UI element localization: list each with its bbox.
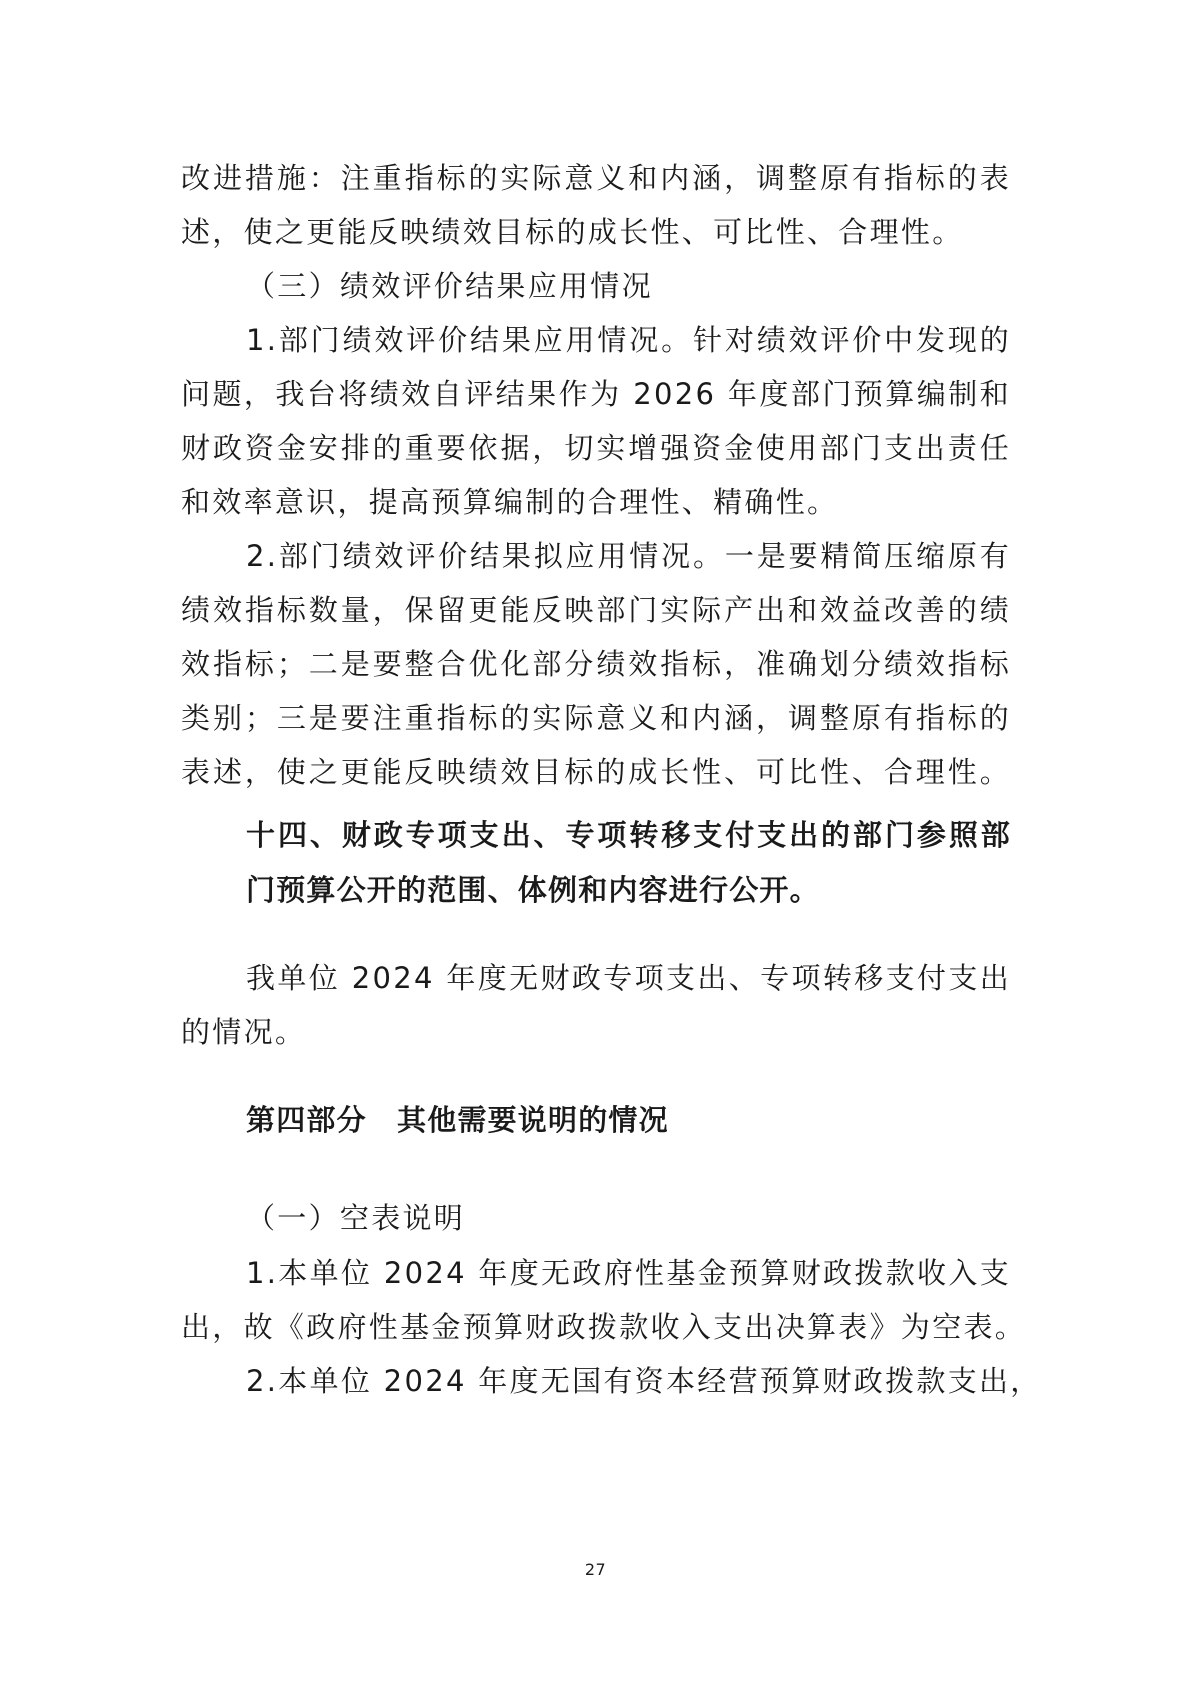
paragraph-line: 1.本单位 2024 年度无政府性基金预算财政拨款收入支 (246, 1256, 1011, 1290)
paragraph-line: 类别；三是要注重指标的实际意义和内涵，调整原有指标的 (181, 701, 1011, 735)
paragraph-line: 财政资金安排的重要依据，切实增强资金使用部门支出责任 (181, 431, 1011, 465)
section-heading: （一）空表说明 (246, 1201, 466, 1235)
paragraph-line: 绩效指标数量，保留更能反映部门实际产出和效益改善的绩 (181, 593, 1011, 627)
paragraph-line: 1.部门绩效评价结果应用情况。针对绩效评价中发现的 (246, 323, 1011, 357)
section-heading: （三）绩效评价结果应用情况 (246, 269, 653, 303)
paragraph-line: 表述，使之更能反映绩效目标的成长性、可比性、合理性。 (181, 755, 1011, 789)
paragraph-line: 效指标；二是要整合优化部分绩效指标，准确划分绩效指标 (181, 647, 1011, 681)
paragraph-line: 和效率意识，提高预算编制的合理性、精确性。 (181, 485, 839, 519)
page-number: 27 (584, 1560, 607, 1579)
section-title: 门预算公开的范围、体例和内容进行公开。 (246, 873, 820, 907)
paragraph-line: 改进措施：注重指标的实际意义和内涵，调整原有指标的表 (181, 161, 1011, 195)
paragraph-line: 2.部门绩效评价结果拟应用情况。一是要精简压缩原有 (246, 539, 1011, 573)
paragraph-line: 我单位 2024 年度无财政专项支出、专项转移支付支出 (246, 961, 1011, 995)
paragraph-line: 2.本单位 2024 年度无国有资本经营预算财政拨款支出， (246, 1364, 1042, 1398)
section-title: 十四、财政专项支出、专项转移支付支出的部门参照部 (246, 818, 1011, 852)
paragraph-line: 的情况。 (181, 1015, 307, 1049)
paragraph-line: 问题，我台将绩效自评结果作为 2026 年度部门预算编制和 (181, 377, 1011, 411)
part-heading: 第四部分 其他需要说明的情况 (246, 1103, 669, 1137)
paragraph-line: 述，使之更能反映绩效目标的成长性、可比性、合理性。 (181, 215, 964, 249)
paragraph-line: 出，故《政府性基金预算财政拨款收入支出决算表》为空表。 (181, 1310, 1027, 1344)
